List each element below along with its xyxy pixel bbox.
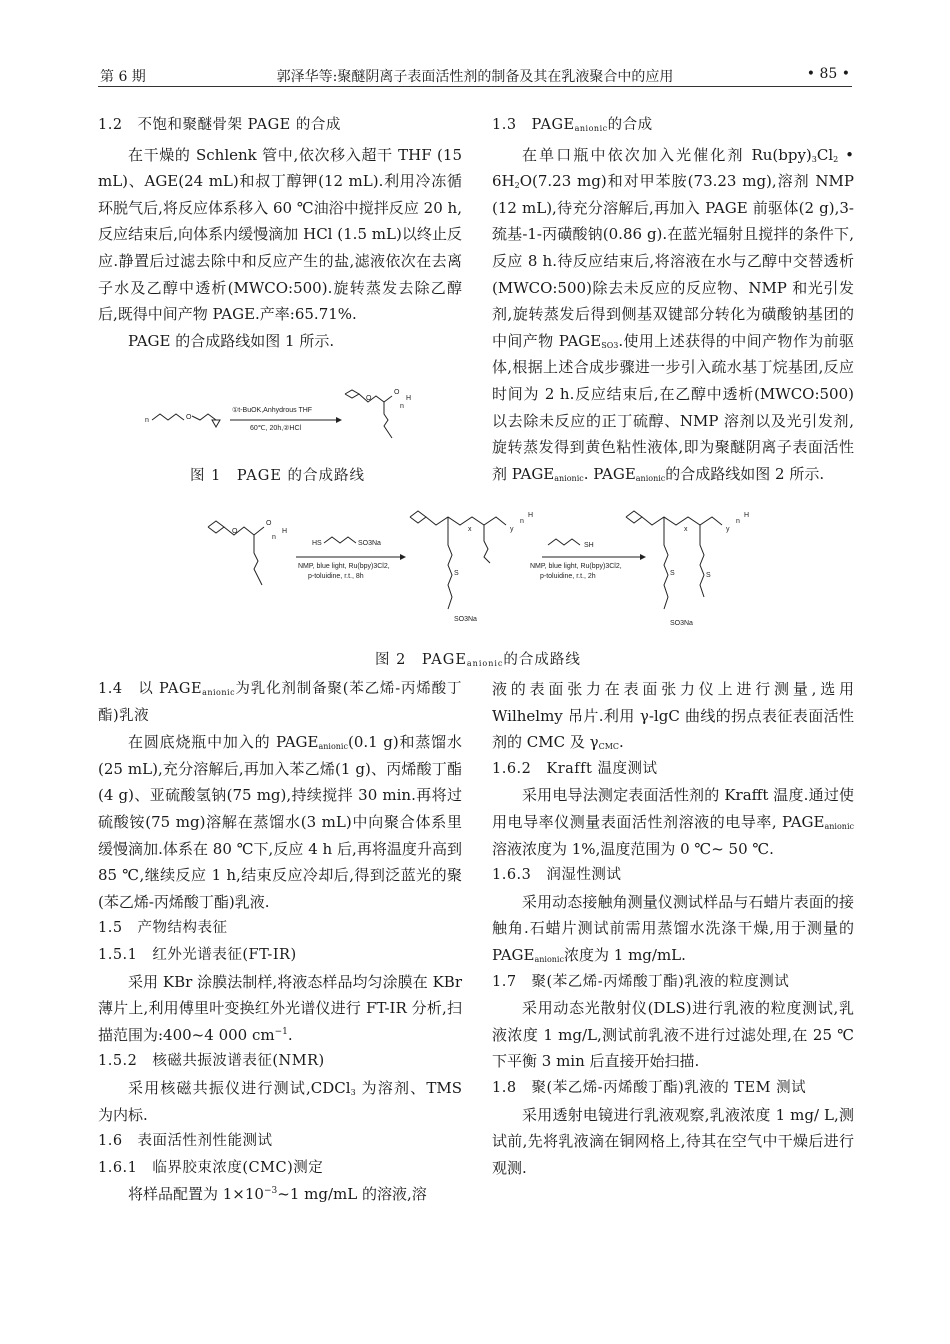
fig2-sh-label: SH [584, 542, 594, 549]
section-1-2-figure-ref: PAGE 的合成路线如图 1 所示. [128, 331, 335, 350]
section-1-6-title: 1.6 表面活性剂性能测试 [98, 1133, 273, 1150]
fig2-so3na-2: SO3Na [454, 616, 477, 623]
section-1-7-paragraph: 采用动态光散射仪(DLS)进行乳液的粒度测试,乳液浓度 1 mg/L,测试前乳液不进行过滤处理,在 25 ℃下平衡 3 min 后直接开始扫描. [492, 999, 854, 1071]
fig2-so3na-3: SO3Na [670, 620, 693, 627]
fig1-ether-chain [192, 414, 216, 420]
fig2-arrow-head-1 [400, 554, 406, 560]
section-1-5-1-paragraph: 采用 KBr 涂膜法制样,将液态样品均匀涂膜在 KBr 薄片上,利用傅里叶变换红外光谱仪进行 FT-IR 分析,扫描范围为:400~4 000 $cm^{-1}$. [98, 972, 462, 1044]
left-column-top [98, 112, 462, 354]
fig2-backbone-3 [642, 517, 722, 525]
left-column-bottom [98, 676, 462, 1208]
section-1-8-title: 1.8 聚(苯乙烯-丙烯酸丁酯)乳液的 TEM 测试 [492, 1079, 807, 1096]
fig2-tbutyl-3 [626, 511, 642, 523]
fig2-tbutyl-1 [208, 521, 224, 533]
fig1-arrow-head [336, 417, 342, 423]
fig2-x-2: x [684, 526, 688, 533]
section-1-7-title: 1.7 聚(苯乙烯-丙烯酸丁酯)乳液的粒度测试 [492, 973, 790, 990]
fig2-pendant-sulfonate-1 [448, 517, 452, 609]
section-1-4-paragraph: 在圆底烧瓶中加入的 $PAGE_{anionic}(0.1$ g)和蒸馏水(25 mL),充分溶解后,再加入苯乙烯(1 g)、丙烯酸丁酯(4 g)、亚硫酸氢钠(75 mg),持续搅拌 30 min.再将过硫酸铵(75 mg)溶解在蒸馏水(3 mL)中向聚合体系里缓慢滴加.体系在 80 ℃下,反应 4 h 后,再将温度升高到 85 ℃,继续反应 1 h,结束反应冷却后,得到泛蓝光的聚(苯乙烯-丙烯酸丁酯)乳液. [98, 733, 463, 911]
fig2-backbone-1 [224, 527, 264, 535]
fig2-so3na-1: SO3Na [358, 540, 381, 547]
section-1-2-paragraph: 在干燥的 Schlenk 管中,依次移入超干 THF (15 mL)、AGE(24 mL)和叔丁醇钾(12 mL).利用冷冻循环脱气后,将反应体系移入 60 ℃油浴中搅拌反应 20 h,反应结束后,向体系内缓慢滴加 HCl (1.5 mL)以终止反应.静置后过滤去除中和反应产生的盐,滤液依次在去离子水及乙醇中透析(MWCO:500).旋转蒸发去除乙醇后,既得中间产物 PAGE.产率:65.71%. [98, 145, 462, 324]
section-1-5-title: 1.5 产物结构表征 [98, 920, 228, 937]
right-column-bottom [492, 676, 854, 1181]
figure-2-caption: 图 2 $PAGE_{anionic}$的合成路线 [375, 652, 581, 668]
fig1-polyether-backbone [359, 394, 392, 402]
figure-2-scheme [200, 505, 760, 635]
fig2-h-1: H [282, 528, 288, 535]
fig2-o-2: O [266, 520, 272, 527]
figure-1-caption: 图 1 PAGE 的合成路线 [190, 468, 366, 484]
section-1-6-3-title: 1.6.3 润湿性测试 [492, 867, 622, 884]
section-1-6-2-title: 1.6.2 Krafft 温度测试 [492, 760, 658, 777]
section-1-6-1-paragraph: 将样品配置为 $1\times 10^{-3}\sim 1$ mg/mL 的溶液,溶 [128, 1185, 427, 1204]
fig2-h-2: H [528, 512, 534, 519]
fig2-n-2: n [520, 518, 524, 525]
fig2-n-1: n [272, 534, 276, 541]
running-header [98, 62, 852, 87]
fig2-arrow-head-2 [640, 554, 646, 560]
figure-1-scheme [140, 380, 420, 450]
issue-number: 第 6 期 [100, 69, 146, 85]
fig2-pendant-butyl [700, 525, 704, 597]
fig2-backbone-2 [426, 517, 506, 525]
fig2-tbutyl-2 [410, 511, 426, 523]
fig1-allyl-chain [152, 414, 184, 420]
fig2-n-3: n [736, 518, 740, 525]
fig2-cond-1b: p-toluidine, r.t., 8h [308, 573, 364, 580]
fig2-o-1: O [232, 528, 238, 535]
section-1-3-paragraph: 在单口瓶中依次加入光催化剂 $Ru(bpy)_3Cl_2$ • $6H_2O(7.23$ mg)和对甲苯胺(73.23 mg),溶剂 NMP (12 mL),待充分溶解后,再加入 PAGE 前驱体(2 g),3-巯基-1-丙磺酸钠(0.86 g).在蓝光辐射且搅拌的条件下,反应 8 h.待反应结束后,将溶液在水与乙醇中交替透析(MWCO:500)除去未反应的反应物、NMP 和光引发剂,旋转蒸发后得到侧基双键部分转化为磺酸钠基团的中间产物 $PAGE_{SO3}$.使用上述获得的中间产物作为前驱体,根据上述合成步骤进一步引入疏水基丁烷基团,反应时间为 2 h.反应结束后,在乙醇中透析(MWCO:500)以去除未反应的正丁硫醇、NMP 溶剂以及光引发剂,旋转蒸发得到黄色粘性液体,即为聚醚阴离子表面活性剂 $PAGE_{anionic}$. $PAGE_{anionic}$的合成路线如图 2 所示. [492, 145, 855, 483]
fig2-s-2: S [670, 570, 675, 577]
cmc-continued-paragraph: 液的表面张力在表面张力仪上进行测量,选用 Wilhelmy 吊片.利用 γ-lgC 曲线的拐点表征表面活性剂的 CMC 及 $\gamma_{CMC}$. [492, 680, 854, 752]
fig1-oxygen-label-2: O [366, 395, 372, 402]
section-1-6-1-title: 1.6.1 临界胶束浓度(CMC)测定 [98, 1159, 324, 1176]
fig2-s-3: S [706, 572, 711, 579]
fig2-x-1: x [468, 526, 472, 533]
fig1-oxygen-label: O [186, 414, 192, 421]
fig2-allyl-2 [484, 525, 490, 563]
section-1-6-3-paragraph: 采用动态接触角测量仪测试样品与石蜡片表面的接触角.石蜡片测试前需用蒸馏水洗涤干燥,用于测量的 $PAGE_{anionic}$浓度为 1 mg/mL. [492, 892, 854, 964]
fig2-reagent1-chain [324, 537, 356, 543]
fig2-s-1: S [454, 570, 459, 577]
page-number: • 85 • [806, 66, 850, 82]
section-1-3-title: 1.3 $PAGE_{anionic}$的合成 [492, 117, 653, 133]
fig1-epoxide-ring [212, 420, 220, 427]
fig2-reagent2-chain [548, 539, 580, 545]
fig2-y-2: y [726, 526, 730, 533]
fig1-h-label: H [406, 395, 412, 402]
fig1-tbutyl-group [345, 390, 359, 398]
section-1-5-2-title: 1.5.2 核磁共振波谱表征(NMR) [98, 1053, 325, 1070]
section-1-2-title: 1.2 不饱和聚醚骨架 PAGE 的合成 [98, 117, 341, 133]
fig2-cond-2a: NMP, blue light, Ru(bpy)3Cl2, [530, 563, 622, 570]
section-1-8-paragraph: 采用透射电镜进行乳液观察,乳液浓度 1 mg/ L,测试前,先将乳液滴在铜网格上,待其在空气中干燥后进行观测. [492, 1105, 854, 1177]
section-1-5-1-title: 1.5.1 红外光谱表征(FT-IR) [98, 946, 297, 963]
fig2-h-3: H [744, 512, 750, 519]
fig1-condition-2: 60℃, 20h,②HCl [250, 425, 302, 432]
section-1-6-2-paragraph: 采用电导法测定表面活性剂的 Krafft 温度.通过使用电导率仪测量表面活性剂溶液的电导率, $PAGE_{anionic}$溶液浓度为 1%,温度范围为 0 ℃~ 50 ℃. [492, 786, 854, 858]
fig1-pendant-allyl [384, 402, 392, 438]
fig1-n-label-2: n [400, 403, 404, 410]
section-1-5-2-paragraph: 采用核磁共振仪进行测试,CDCl$_3$ 为溶剂、TMS 为内标. [98, 1078, 462, 1124]
running-title: 郭泽华等:聚醚阴离子表面活性剂的制备及其在乳液聚合中的应用 [276, 69, 674, 85]
fig2-hs-label: HS [312, 540, 322, 547]
fig1-oxygen-label-3: O [394, 389, 400, 396]
fig1-n-label: n [145, 417, 149, 424]
fig2-cond-2b: p-toluidine, r.t., 2h [540, 573, 596, 580]
fig1-condition-1: ①t-BuOK,Anhydrous THF [232, 407, 313, 414]
fig2-y-1: y [510, 526, 514, 533]
fig2-allyl-1 [254, 535, 262, 585]
fig2-cond-1a: NMP, blue light, Ru(bpy)3Cl2, [298, 563, 390, 570]
right-column-top [492, 112, 854, 487]
fig2-pendant-sulfonate-2 [664, 517, 668, 609]
section-1-4-title: 1.4 以 $PAGE_{anionic}$为乳化剂制备聚(苯乙烯-丙烯酸丁酯)乳液 [98, 681, 462, 724]
